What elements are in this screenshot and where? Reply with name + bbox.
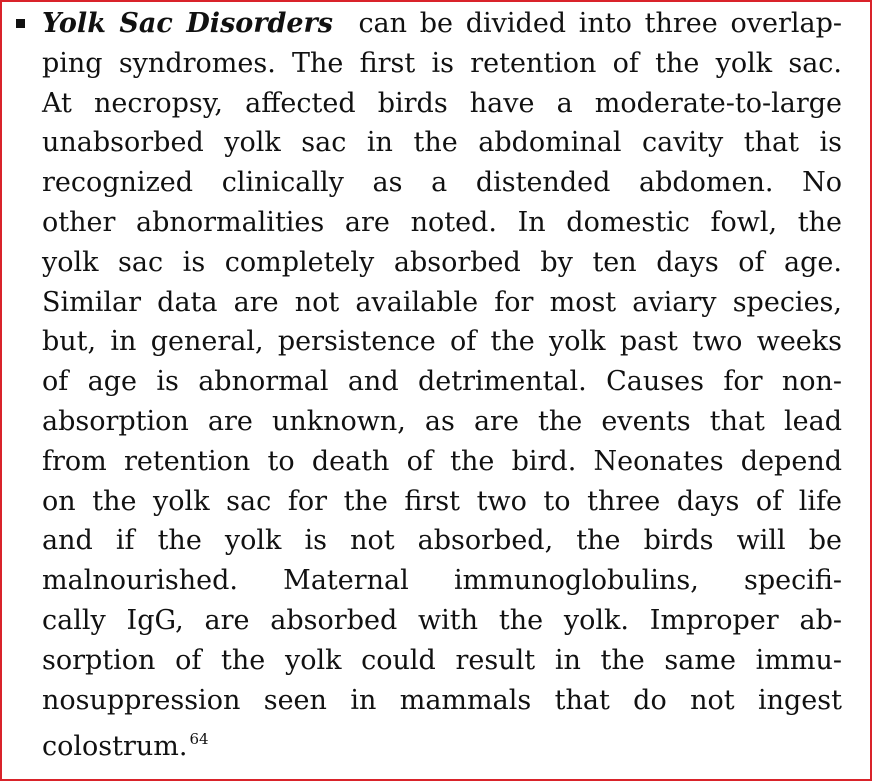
section-heading: Yolk Sac Disorders [42,8,333,39]
paragraph-line: on the yolk sac for the first two to three days of life [42,485,842,517]
citation-superscript: 64 [189,730,209,749]
paragraph-line: cally IgG, are absorbed with the yolk. Improper ab- [42,604,842,636]
bullet-icon [16,19,25,28]
paragraph-last-line [42,720,842,763]
paragraph-line: unabsorbed yolk sac in the abdominal cavity that is [42,127,842,159]
paragraph-line: of age is abnormal and detrimental. Causes for non- [42,366,842,398]
paragraph-line: and if the yolk is not absorbed, the birds will be [42,525,842,557]
paragraph-line: yolk sac is completely absorbed by ten days of age. [42,246,842,278]
paragraph-line: recognized clinically as a distended abdomen. No [42,167,842,199]
paragraph-line: nosuppression seen in mammals that do not ingest [42,684,842,716]
paragraph-line: ping syndromes. The first is retention of the yolk sac. [42,47,842,79]
first-line-text: can be divided into three overlap- [358,8,842,39]
paragraph-line: sorption of the yolk could result in the same immu- [42,644,842,676]
paragraph-line: malnourished. Maternal immunoglobulins, specifi- [42,565,842,597]
paragraph-line: At necropsy, affected birds have a moderate-to-large [42,87,842,119]
paragraph-line: other abnormalities are noted. In domestic fowl, the [42,206,842,238]
last-line-text: colostrum. [42,731,188,763]
paragraph-line: but, in general, persistence of the yolk past two weeks [42,326,842,358]
yolk-sac-paragraph [42,4,842,763]
paragraph-line: Similar data are not available for most aviary species, [42,286,842,318]
paragraph-line: from retention to death of the bird. Neonates depend [42,445,842,477]
paragraph-line-1 [42,4,842,44]
paragraph-line: absorption are unknown, as are the events that lead [42,405,842,437]
